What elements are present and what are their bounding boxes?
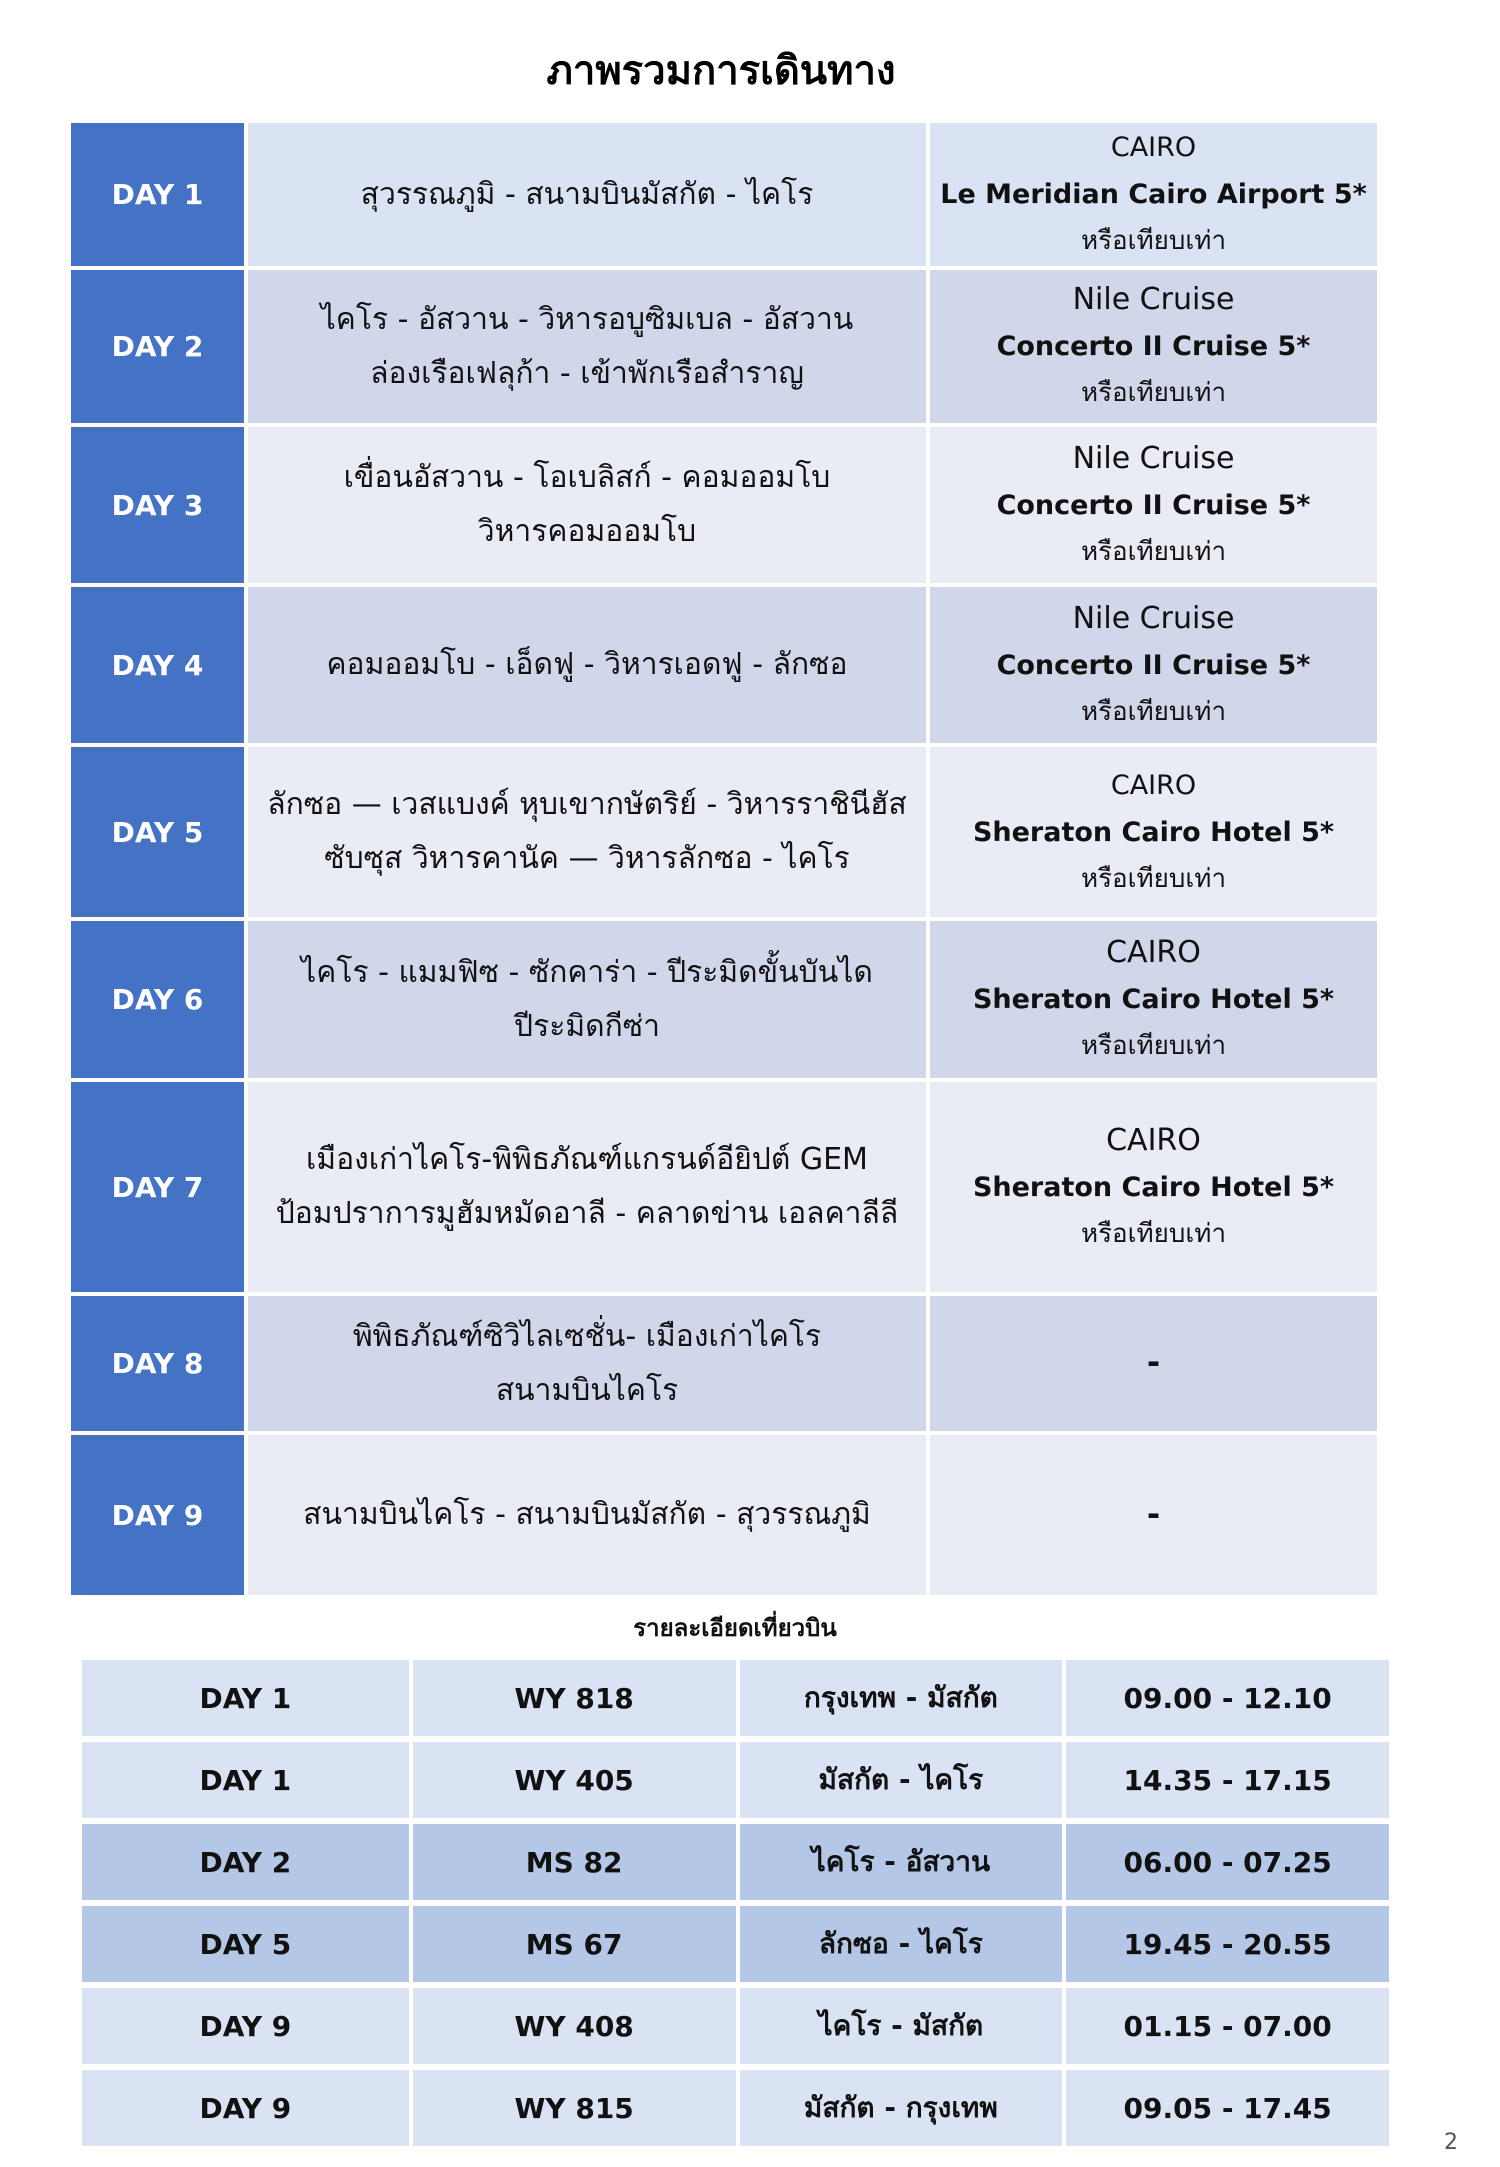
flights-title: รายละเอียดเที่ยวบิน bbox=[633, 1614, 837, 1642]
flight-route: ไคโร - อัสวาน bbox=[736, 1824, 1063, 1900]
day-label: DAY 4 bbox=[71, 587, 244, 743]
hotel-cell bbox=[926, 1435, 1377, 1595]
hotel-city: CAIRO bbox=[1106, 1122, 1201, 1158]
hotel-cell bbox=[926, 747, 1377, 917]
flight-time: 01.15 - 07.00 bbox=[1062, 1988, 1389, 2064]
hotel-city: Nile Cruise bbox=[1072, 600, 1235, 636]
hotel-city: CAIRO bbox=[1110, 769, 1197, 801]
day-label: DAY 2 bbox=[71, 270, 244, 423]
hotel-none: - bbox=[1146, 1494, 1161, 1533]
day-label: DAY 6 bbox=[71, 921, 244, 1078]
flight-row bbox=[82, 2070, 1389, 2146]
hotel-name: Le Meridian Cairo Airport 5* bbox=[940, 179, 1367, 210]
hotel-name: Concerto II Cruise 5* bbox=[996, 331, 1311, 362]
hotel-cell bbox=[926, 1082, 1377, 1292]
flight-time: 09.05 - 17.45 bbox=[1062, 2070, 1389, 2146]
flight-time: 19.45 - 20.55 bbox=[1062, 1906, 1389, 1982]
route-line: ซับซุส วิหารคานัค — วิหารลักซอ - ไคโร bbox=[324, 841, 850, 876]
hotel-name: Sheraton Cairo Hotel 5* bbox=[972, 984, 1335, 1015]
hotel-equivalent: หรือเทียบเท่า bbox=[1080, 863, 1227, 894]
route-line: ป้อมปราการมูฮัมหมัดอาลี - คลาดข่าน เอลคาลีลี bbox=[275, 1196, 899, 1231]
flight-route: ลักซอ - ไคโร bbox=[736, 1906, 1063, 1982]
flight-row bbox=[82, 1742, 1389, 1818]
route-line: เขื่อนอัสวาน - โอเบลิสก์ - คอมออมโบ bbox=[343, 460, 831, 495]
route-line: พิพิธภัณฑ์ซิวิไลเซชั่น- เมืองเก่าไคโร bbox=[352, 1318, 822, 1354]
hotel-city: Nile Cruise bbox=[1072, 440, 1235, 476]
flight-route: ไคโร - มัสกัต bbox=[736, 1988, 1063, 2064]
flight-row bbox=[82, 1988, 1389, 2064]
hotel-city: Nile Cruise bbox=[1072, 282, 1235, 317]
flight-time: 14.35 - 17.15 bbox=[1062, 1742, 1389, 1818]
route-line: ลักซอ — เวสแบงค์ หุบเขากษัตริย์ - วิหารราชินีฮัส bbox=[267, 787, 907, 822]
hotel-none: - bbox=[1146, 1343, 1161, 1381]
flight-day: DAY 2 bbox=[82, 1824, 409, 1900]
hotel-cell bbox=[926, 270, 1377, 423]
flight-day: DAY 5 bbox=[82, 1906, 409, 1982]
hotel-city: CAIRO bbox=[1110, 132, 1197, 163]
hotel-equivalent: หรือเทียบเท่า bbox=[1080, 696, 1227, 727]
itinerary-row-day-6 bbox=[71, 921, 1377, 1078]
route-cell bbox=[244, 270, 926, 423]
flight-day: DAY 9 bbox=[82, 2070, 409, 2146]
flight-day: DAY 1 bbox=[82, 1742, 409, 1818]
flight-route: มัสกัต - ไคโร bbox=[736, 1742, 1063, 1818]
route-cell bbox=[244, 123, 926, 266]
route-line: สนามบินไคโร bbox=[495, 1372, 679, 1408]
day-label: DAY 3 bbox=[71, 427, 244, 583]
day-label: DAY 7 bbox=[71, 1082, 244, 1292]
hotel-equivalent: หรือเทียบเท่า bbox=[1080, 1031, 1227, 1061]
itinerary-row-day-4 bbox=[71, 587, 1377, 743]
route-cell bbox=[244, 921, 926, 1078]
hotel-name: Concerto II Cruise 5* bbox=[996, 489, 1311, 521]
route-line: ไคโร - แมมฟิซ - ซักคาร่า - ปีระมิดขั้นบันได bbox=[301, 954, 873, 990]
itinerary-row-day-2 bbox=[71, 270, 1377, 423]
hotel-cell bbox=[926, 921, 1377, 1078]
route-line: ล่องเรือเฟลุก้า - เข้าพักเรือสำราญ bbox=[370, 355, 804, 391]
flight-number: MS 67 bbox=[409, 1906, 736, 1982]
flight-day: DAY 9 bbox=[82, 1988, 409, 2064]
flight-number: WY 818 bbox=[409, 1660, 736, 1736]
itinerary-row-day-5 bbox=[71, 747, 1377, 917]
day-label: DAY 5 bbox=[71, 747, 244, 917]
flight-route: มัสกัต - กรุงเทพ bbox=[736, 2070, 1063, 2146]
itinerary-row-day-7 bbox=[71, 1082, 1377, 1292]
hotel-cell bbox=[926, 427, 1377, 583]
page-title: ภาพรวมการเดินทาง bbox=[546, 48, 896, 94]
itinerary-table bbox=[71, 119, 1377, 1599]
flights-table bbox=[82, 1654, 1389, 2152]
route-cell bbox=[244, 1296, 926, 1431]
itinerary-row-day-8 bbox=[71, 1296, 1377, 1431]
flight-number: WY 405 bbox=[409, 1742, 736, 1818]
hotel-cell bbox=[926, 123, 1377, 266]
hotel-name: Sheraton Cairo Hotel 5* bbox=[972, 816, 1335, 848]
itinerary-row-day-3 bbox=[71, 427, 1377, 583]
flight-day: DAY 1 bbox=[82, 1660, 409, 1736]
itinerary-row-day-1 bbox=[71, 123, 1377, 266]
route-cell bbox=[244, 1082, 926, 1292]
route-line: วิหารคอมออมโบ bbox=[477, 514, 697, 549]
hotel-equivalent: หรือเทียบเท่า bbox=[1080, 536, 1227, 567]
route-cell bbox=[244, 747, 926, 917]
route-line: สนามบินไคโร - สนามบินมัสกัต - สุวรรณภูมิ bbox=[303, 1497, 871, 1532]
day-label: DAY 8 bbox=[71, 1296, 244, 1431]
hotel-equivalent: หรือเทียบเท่า bbox=[1080, 1218, 1227, 1249]
flight-number: MS 82 bbox=[409, 1824, 736, 1900]
day-label: DAY 1 bbox=[71, 123, 244, 266]
route-cell bbox=[244, 427, 926, 583]
flight-row bbox=[82, 1906, 1389, 1982]
flight-time: 09.00 - 12.10 bbox=[1062, 1660, 1389, 1736]
hotel-name: Concerto II Cruise 5* bbox=[996, 649, 1311, 681]
route-line: คอมออมโบ - เอ็ดฟู - วิหารเอดฟู - ลักซอ bbox=[326, 647, 848, 682]
page-number: 2 bbox=[1444, 2130, 1458, 2155]
hotel-cell bbox=[926, 587, 1377, 743]
hotel-cell bbox=[926, 1296, 1377, 1431]
route-cell bbox=[244, 1435, 926, 1595]
hotel-city: CAIRO bbox=[1106, 935, 1201, 970]
route-line: เมืองเก่าไคโร-พิพิธภัณฑ์แกรนด์อียิปต์ GEM bbox=[306, 1142, 868, 1177]
flight-row bbox=[82, 1824, 1389, 1900]
route-line: ไคโร - อัสวาน - วิหารอบูซิมเบล - อัสวาน bbox=[320, 301, 854, 337]
hotel-equivalent: หรือเทียบเท่า bbox=[1080, 226, 1227, 256]
itinerary-row-day-9 bbox=[71, 1435, 1377, 1595]
flight-route: กรุงเทพ - มัสกัต bbox=[736, 1660, 1063, 1736]
route-line: ปีระมิดกีซ่า bbox=[514, 1008, 660, 1044]
flight-number: WY 815 bbox=[409, 2070, 736, 2146]
route-line: สุวรรณภูมิ - สนามบินมัสกัต - ไคโร bbox=[360, 176, 814, 212]
hotel-equivalent: หรือเทียบเท่า bbox=[1080, 378, 1227, 408]
hotel-name: Sheraton Cairo Hotel 5* bbox=[972, 1171, 1335, 1203]
day-label: DAY 9 bbox=[71, 1435, 244, 1595]
flight-time: 06.00 - 07.25 bbox=[1062, 1824, 1389, 1900]
flight-row bbox=[82, 1660, 1389, 1736]
route-cell bbox=[244, 587, 926, 743]
flight-number: WY 408 bbox=[409, 1988, 736, 2064]
